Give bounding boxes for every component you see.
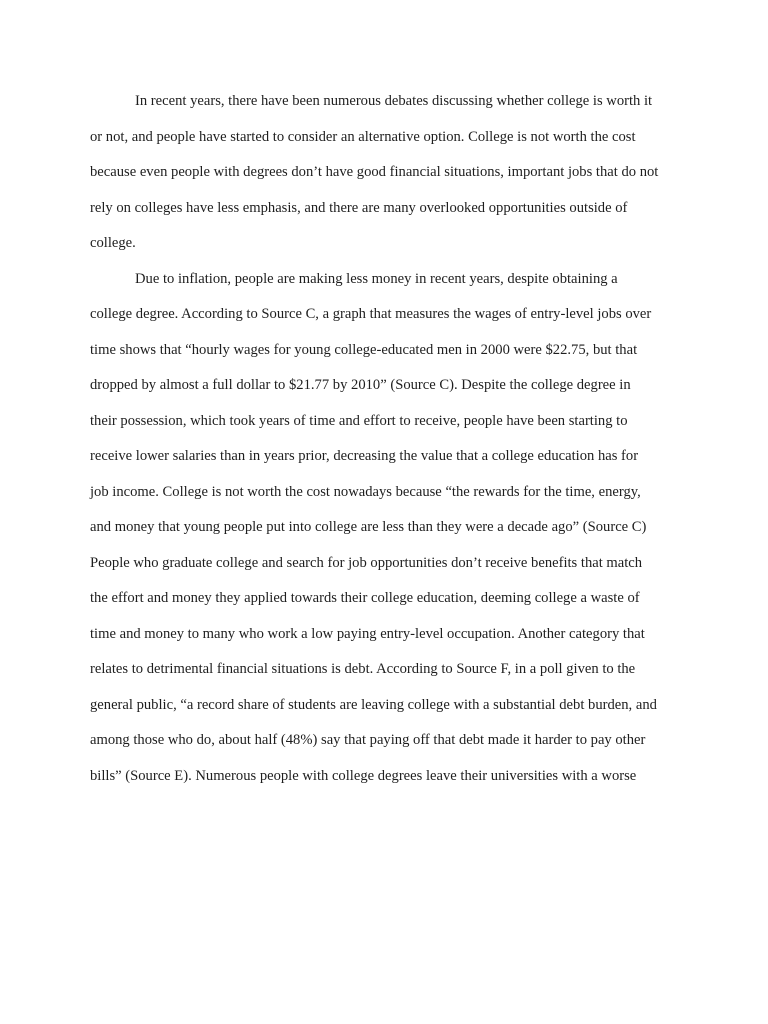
paragraph-line: because even people with degrees don’t have good financial situations, important jobs that do not [90, 164, 659, 180]
paragraph-line: general public, “a record share of students are leaving college with a substantial debt burden, and [90, 696, 657, 713]
paragraph-line: job income. College is not worth the cost nowadays because “the rewards for the time, energy, [90, 483, 641, 500]
paragraph-1 [90, 84, 677, 262]
paragraph-line: among those who do, about half (48%) say that paying off that debt made it harder to pay other [90, 732, 646, 748]
paragraph-line: their possession, which took years of time and effort to receive, people have been starting to [90, 412, 628, 429]
paragraph-line: college. [90, 235, 136, 251]
paragraph-line: relates to detrimental financial situations is debt. According to Source F, in a poll given to the [90, 661, 636, 677]
paragraph-line: or not, and people have started to consider an alternative option. College is not worth the cost [90, 128, 636, 145]
paragraph-line: Due to inflation, people are making less money in recent years, despite obtaining a [135, 270, 618, 287]
paragraph-line: dropped by almost a full dollar to $21.77 by 2010” (Source C). Despite the college degree in [90, 377, 631, 393]
paragraph-line: People who graduate college and search for job opportunities don’t receive benefits that match [90, 554, 643, 571]
paragraph-line: In recent years, there have been numerous debates discussing whether college is worth it [135, 93, 653, 109]
essay-body [90, 84, 677, 794]
paragraph-line: time shows that “hourly wages for young college-educated men in 2000 were $22.75, but that [90, 341, 638, 358]
paragraph-2 [90, 262, 677, 795]
paragraph-line: college degree. According to Source C, a graph that measures the wages of entry-level jobs over [90, 306, 652, 322]
paragraph-line: receive lower salaries than in years prior, decreasing the value that a college education has for [90, 448, 639, 464]
paragraph-line: time and money to many who work a low paying entry-level occupation. Another category that [90, 625, 645, 642]
paragraph-line: and money that young people put into college are less than they were a decade ago” (Source C) [90, 519, 647, 535]
paragraph-line: rely on colleges have less emphasis, and there are many overlooked opportunities outside of [90, 199, 628, 216]
paragraph-line: bills” (Source E). Numerous people with college degrees leave their universities with a worse [90, 767, 637, 784]
paragraph-line: the effort and money they applied towards their college education, deeming college a waste of [90, 590, 640, 606]
